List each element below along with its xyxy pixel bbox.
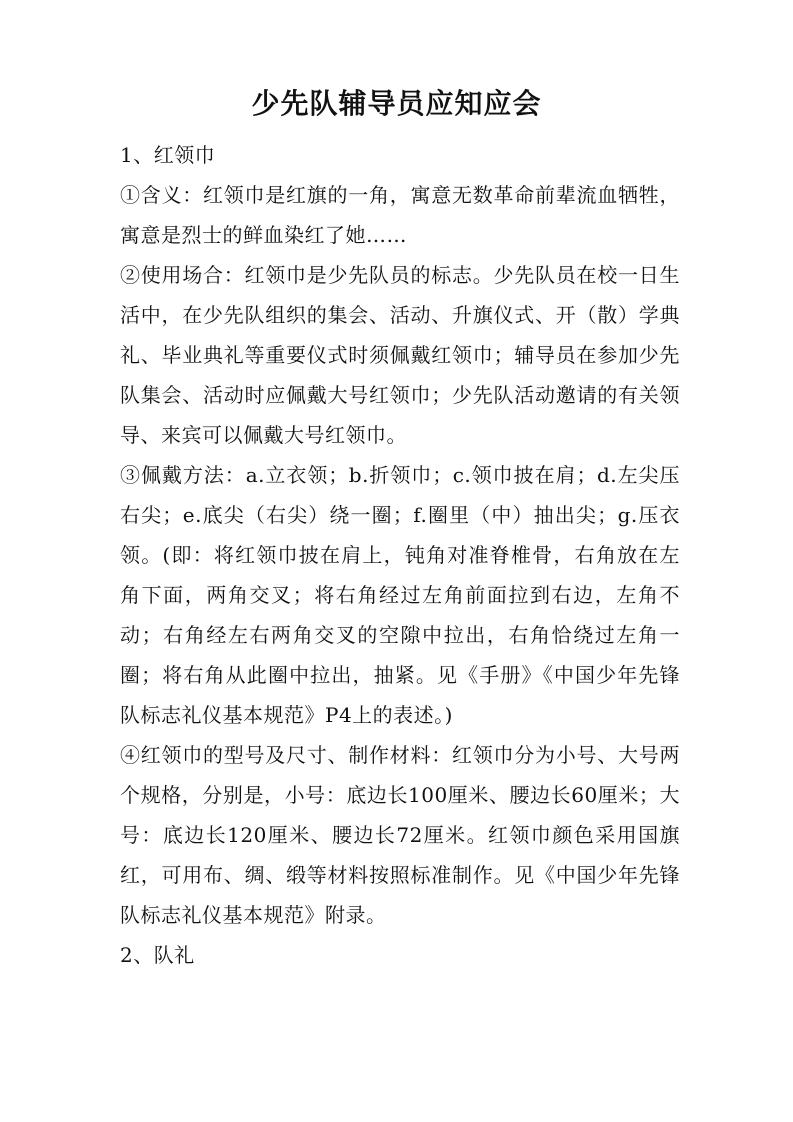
section-heading-red-scarf: 1、红领巾 [120,143,216,167]
section-heading-team-salute: 2、队礼 [120,943,195,967]
paragraph-size-material: ④红领巾的型号及尺寸、制作材料：红领巾分为小号、大号两个规格，分别是，小号：底边长100厘米、腰边长60厘米；大号：底边长120厘米、腰边长72厘米。红领巾颜色采用国旗红，可用布、绸、缎等材料按照标准制作。见《中国少年先锋队标志礼仪基本规范》附录。 [120,743,680,927]
paragraph-meaning: ①含义：红领巾是红旗的一角，寓意无数革命前辈流血牺牲，寓意是烈士的鲜血染红了她…… [120,183,680,247]
paragraph-wearing-method: ③佩戴方法：a.立衣领；b.折领巾；c.领巾披在肩；d.左尖压右尖；e.底尖（右尖）绕一圈；f.圈里（中）抽出尖；g.压衣领。(即：将红领巾披在肩上，钝角对准脊椎骨，右角放在左角下面，两角交叉；将右角经过左角前面拉到右边，左角不动；右角经左右两角交叉的空隙中拉出，右角恰绕过左角一圈；将右角从此圈中拉出，抽紧。见《手册》《中国少年先锋队标志礼仪基本规范》P4上的表述。) [120,463,680,727]
document-body [120,135,680,975]
paragraph-usage-occasions: ②使用场合：红领巾是少先队员的标志。少先队员在校一日生活中，在少先队组织的集会、活动、升旗仪式、开（散）学典礼、毕业典礼等重要仪式时须佩戴红领巾；辅导员在参加少先队集会、活动时应佩戴大号红领巾；少先队活动邀请的有关领导、来宾可以佩戴大号红领巾。 [120,263,680,447]
document-title: 少先队辅导员应知应会 [251,87,542,120]
